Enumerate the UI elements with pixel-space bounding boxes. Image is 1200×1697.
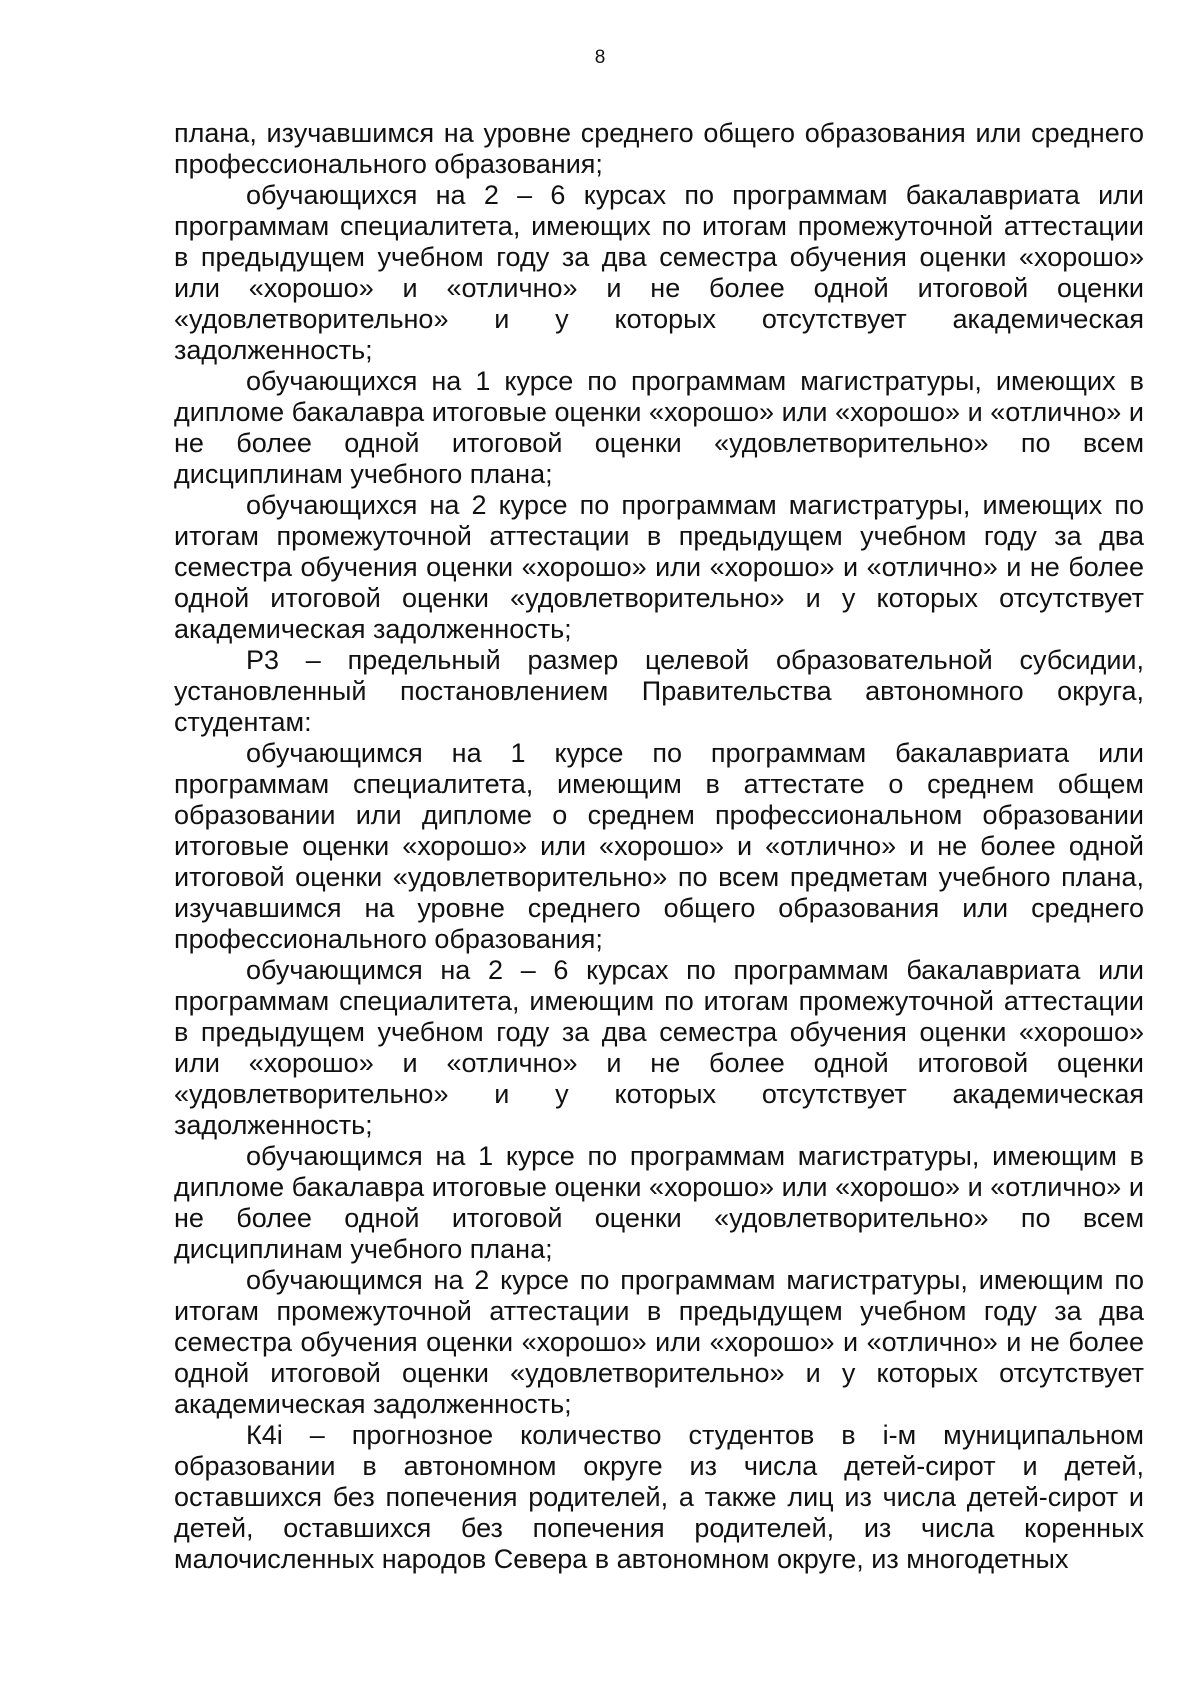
document-body [174,118,1144,1575]
paragraph-master-2-course: обучающихся на 2 курсе по программам магистратуры, имеющих по итогам промежуточной аттестации в предыдущем учебном году за два семестра обучения оценки «хорошо» или «хорошо» и «отлично» и не более одной итоговой оценки «удовлетворительно» и у которых отсутствует академическая задолженность; [174,490,1144,644]
paragraph-continuation: плана, изучавшимся на уровне среднего общего образования или среднего профессионального образования; [174,118,1144,179]
paragraph-p3-bachelor-2-6-courses: обучающимся на 2 – 6 курсах по программам бакалавриата или программам специалитета, имеющим по итогам промежуточной аттестации в предыдущем учебном году за два семестра обучения оценки «хорошо» или «хорошо» и «отлично» и не более одной итоговой оценки «удовлетворительно» и у которых отсутствует академическая задолженность; [174,955,1144,1140]
paragraph-p3-master-2-course: обучающимся на 2 курсе по программам магистратуры, имеющим по итогам промежуточной аттестации в предыдущем учебном году за два семестра обучения оценки «хорошо» или «хорошо» и «отлично» и не более одной итоговой оценки «удовлетворительно» и у которых отсутствует академическая задолженность; [174,1265,1144,1419]
paragraph-k4i-definition: К4i – прогнозное количество студентов в i-м муниципальном образовании в автономном округе из числа детей-сирот и детей, оставшихся без попечения родителей, а также лиц из числа детей-сирот и детей, оставшихся без попечения родителей, из числа коренных малочисленных народов Севера в автономном округе, из многодетных [174,1420,1144,1574]
page-number: 8 [594,47,606,68]
paragraph-p3-bachelor-1-course: обучающимся на 1 курсе по программам бакалавриата или программам специалитета, имеющим в аттестате о среднем общем образовании или дипломе о среднем профессиональном образовании итоговые оценки «хорошо» или «хорошо» и «отлично» и не более одной итоговой оценки «удовлетворительно» по всем предметам учебного плана, изучавшимся на уровне среднего общего образования или среднего профессионального образования; [174,738,1144,954]
paragraph-p3-master-1-course: обучающимся на 1 курсе по программам магистратуры, имеющим в дипломе бакалавра итоговые оценки «хорошо» или «хорошо» и «отлично» и не более одной итоговой оценки «удовлетворительно» по всем дисциплинам учебного плана; [174,1141,1144,1264]
paragraph-p3-definition: Р3 – предельный размер целевой образовательной субсидии, установленный постановлением Правительства автономного округа, студентам: [174,645,1144,737]
paragraph-master-1-course: обучающихся на 1 курсе по программам магистратуры, имеющих в дипломе бакалавра итоговые оценки «хорошо» или «хорошо» и «отлично» и не более одной итоговой оценки «удовлетворительно» по всем дисциплинам учебного плана; [174,366,1144,489]
paragraph-bachelor-2-6-courses: обучающихся на 2 – 6 курсах по программам бакалавриата или программам специалитета, имеющих по итогам промежуточной аттестации в предыдущем учебном году за два семестра обучения оценки «хорошо» или «хорошо» и «отлично» и не более одной итоговой оценки «удовлетворительно» и у которых отсутствует академическая задолженность; [174,180,1144,365]
